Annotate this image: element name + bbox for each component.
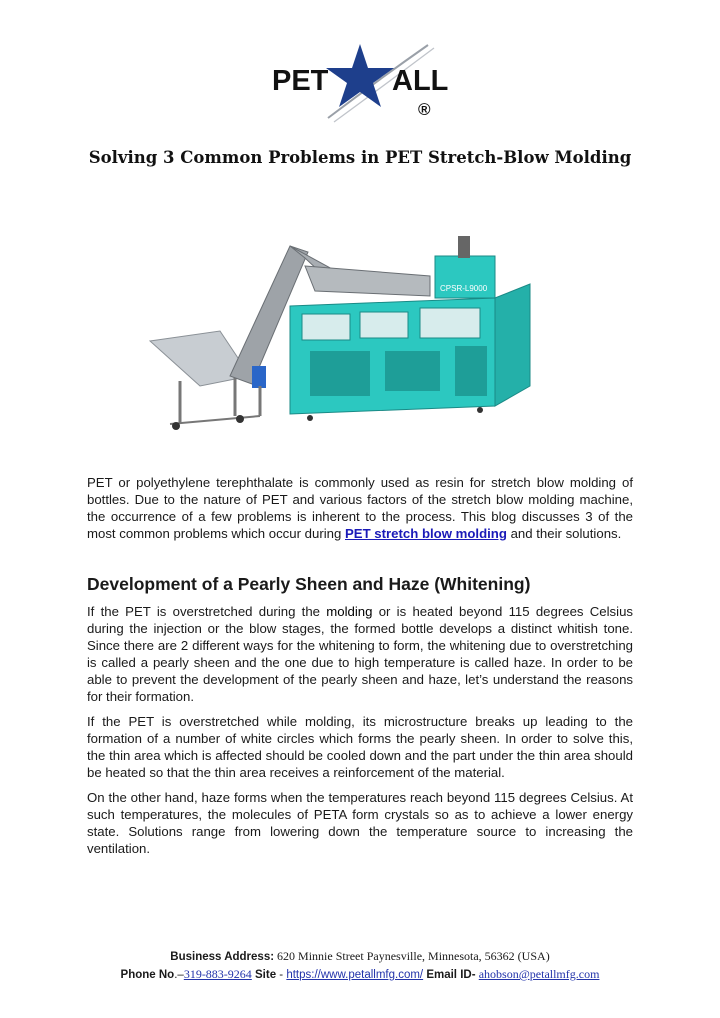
email-label: Email ID- (423, 969, 476, 981)
stretch-blow-machine-image (140, 236, 580, 436)
phone-label: Phone No (120, 969, 175, 981)
address-text: 620 Minnie Street Paynesville, Minnesota, 56362 (USA) (274, 949, 550, 963)
pet-stretch-blow-molding-link[interactable]: PET stretch blow molding (345, 526, 507, 541)
page-title: Solving 3 Common Problems in PET Stretch-Blow Molding (88, 148, 632, 167)
footer-address-line (0, 948, 720, 966)
site-label: Site (251, 969, 277, 981)
logo-right-text: ALL (392, 65, 448, 97)
machine-label: CPSR-L9000 (440, 284, 488, 293)
section-heading: Development of a Pearly Sheen and Haze (Whitening) (87, 574, 531, 594)
section-paragraph-2: If the PET is overstretched while molding, its microstructure breaks up leading to the formation of a number of white circles which forms the pearly sheen. In order to solve this, the thin area which is affected should be cooled down and the part under the thin area should be heated so that the thin area receives a reinforcement of the material. (87, 714, 633, 780)
intro-after-text: and their solutions. (506, 526, 622, 541)
petall-logo (268, 40, 448, 132)
footer (0, 948, 720, 984)
section-paragraph-1 (87, 603, 633, 705)
p1-before: If the PET is overstretched during the (87, 604, 327, 619)
phone-link[interactable]: 319-883-9264 (183, 967, 252, 981)
registered-mark: ® (418, 100, 431, 119)
molding-word: molding (326, 604, 373, 619)
phone-sep: .– (174, 969, 184, 981)
intro-text: PET or polyethylene terephthalate is commonly used as resin for stretch blow molding of bottles. Due to the nature of PET and various factors of the stretch blow molding machine, the occurrence of a few problems is inherent to the process. This blog discusses 3 of the most common problems which occur during (87, 475, 633, 541)
p1-after: or is heated beyond 115 degrees Celsius during the injection or the blow stages, the formed bottle develops a distinct whitish tone. Since there are 2 different ways for the whitening to form, the whitening due to overstretching is called a pearly sheen and the one due to high temperature is called haze. In order to be able to prevent the development of the pearly sheen and haze, let’s understand the reasons for their formation. (87, 604, 633, 704)
logo-left-text: PET (272, 65, 329, 97)
section-paragraph-3: On the other hand, haze forms when the temperatures reach beyond 115 degrees Celsius. At such temperatures, the molecules of PETA form crystals so as to achieve a lower energy state. Solutions range from lowering down the temperature source to increasing the ventilation. (87, 790, 633, 856)
article-body (87, 474, 633, 865)
site-link[interactable]: https://www.petallmfg.com/ (286, 969, 424, 981)
address-label: Business Address: (170, 951, 275, 963)
intro-paragraph (87, 474, 633, 542)
email-link[interactable]: ahobson@petallmfg.com (478, 967, 600, 981)
footer-contact-line (0, 966, 720, 984)
site-sep: - (276, 969, 287, 981)
